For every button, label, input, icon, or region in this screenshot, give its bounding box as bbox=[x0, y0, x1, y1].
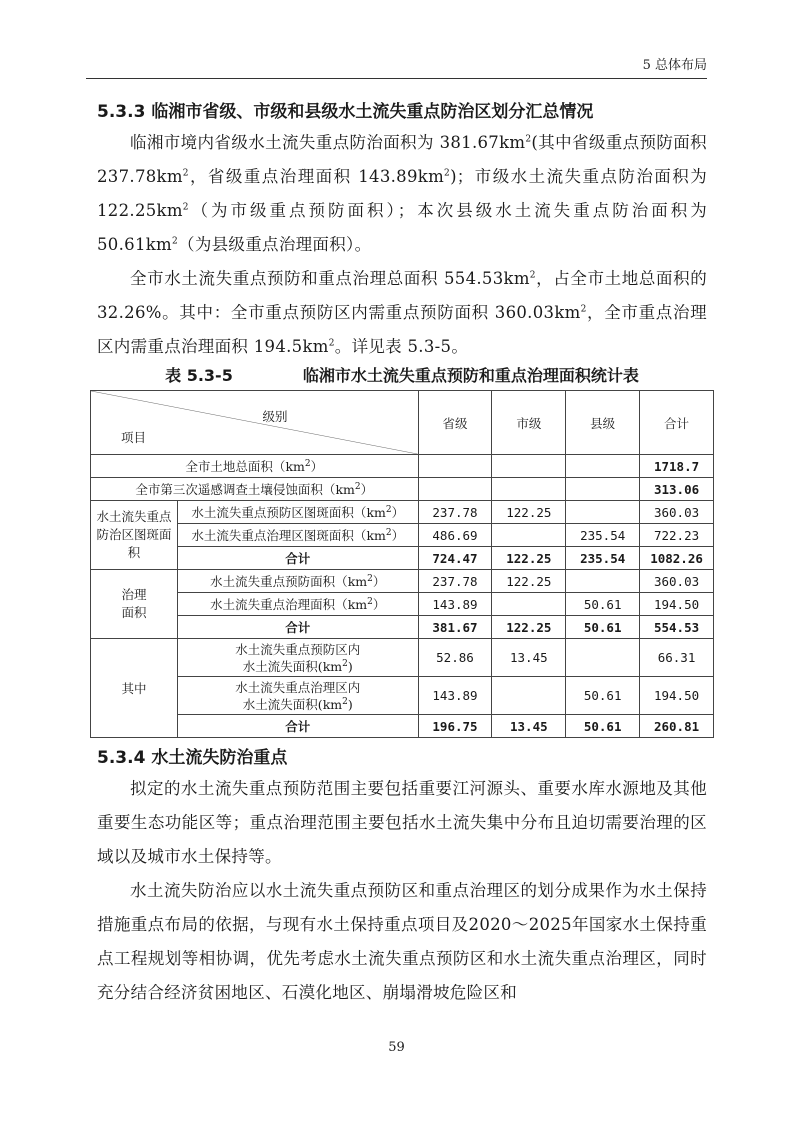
cell-municipal: 122.25 bbox=[492, 501, 566, 524]
header-diagonal-cell bbox=[91, 391, 419, 455]
cell-municipal bbox=[492, 524, 566, 547]
subtotal-label: 合计 bbox=[178, 547, 419, 570]
paragraph-prevention-priority: 水土流失防治应以水土流失重点预防区和重点治理区的划分成果作为水土保持措施重点布局的依据，与现有水土保持重点项目及2020～2025年国家水土保持重点工程规划等相协调，优先考虑水土流失重点预防区和水土流失重点治理区，同时充分结合经济贫困地区、石漠化地区、崩塌滑坡危险区和 bbox=[97, 881, 707, 1002]
cell-total: 66.31 bbox=[640, 639, 714, 677]
cell-total: 722.23 bbox=[640, 524, 714, 547]
row-label-erosion: 全市第三次遥感调查土壤侵蚀面积$(km^2)$ bbox=[91, 478, 419, 501]
group-label-among: 其中 bbox=[91, 639, 178, 738]
subtotal-label: 合计 bbox=[178, 616, 419, 639]
cell-provincial: 381.67 bbox=[418, 616, 492, 639]
area-statistics-table bbox=[90, 390, 714, 738]
cell-total: 554.53 bbox=[640, 616, 714, 639]
paragraph-provincial-summary: 临湘市境内省级水土流失重点防治面积为 $381.67km^2$(其中省级重点预防面积 $237.78km^2$，省级重点治理面积 $143.89km^2$)；市级水土流失重点防治面积为 $122.25km^2$（为市级重点预防面积）；本次县级水土流失重点防治面积为 $50.61km^2$（为县级重点治理面积）。 bbox=[97, 133, 707, 254]
cell-provincial: 724.47 bbox=[418, 547, 492, 570]
table-subtotal-row bbox=[91, 616, 714, 639]
header-county: 县级 bbox=[566, 391, 640, 455]
paragraph-prevention-scope: 拟定的水土流失重点预防范围主要包括重要江河源头、重要水库水源地及其他重要生态功能区等；重点治理范围主要包括水土流失集中分布且迫切需要治理的区域以及城市水土保持等。 bbox=[97, 779, 707, 866]
row-label: 水土流失重点预防面积$(km^2)$ bbox=[178, 570, 419, 593]
group-label-patch: 水土流失重点防治区图斑面积 bbox=[91, 501, 178, 570]
cell-provincial: 52.86 bbox=[418, 639, 492, 677]
row-label: 水土流失重点治理区图斑面积$(km^2)$ bbox=[178, 524, 419, 547]
row-label: 水土流失重点预防区内 水土流失面积$(km^2)$ bbox=[178, 639, 419, 677]
cell-municipal: 13.45 bbox=[492, 715, 566, 738]
header-municipal: 市级 bbox=[492, 391, 566, 455]
cell-provincial: 143.89 bbox=[418, 593, 492, 616]
cell-municipal bbox=[492, 677, 566, 715]
cell-municipal: 122.25 bbox=[492, 570, 566, 593]
cell-total: 360.03 bbox=[640, 501, 714, 524]
row-label: 水土流失重点治理区内 水土流失面积$(km^2)$ bbox=[178, 677, 419, 715]
cell-county bbox=[566, 501, 640, 524]
cell-total: 194.50 bbox=[640, 677, 714, 715]
cell-total: 1718.7 bbox=[640, 455, 714, 478]
cell-municipal: 13.45 bbox=[492, 639, 566, 677]
table-row bbox=[91, 639, 714, 677]
cell-county: 50.61 bbox=[566, 593, 640, 616]
cell-provincial: 237.78 bbox=[418, 570, 492, 593]
cell-municipal: 122.25 bbox=[492, 616, 566, 639]
cell-provincial: 237.78 bbox=[418, 501, 492, 524]
cell-county: 235.54 bbox=[566, 524, 640, 547]
row-label: 水土流失重点治理面积$(km^2)$ bbox=[178, 593, 419, 616]
header-total: 合计 bbox=[640, 391, 714, 455]
row-label-land-total: 全市土地总面积$(km^2)$ bbox=[91, 455, 419, 478]
cell-municipal: 122.25 bbox=[492, 547, 566, 570]
table-row bbox=[91, 455, 714, 478]
cell-county: 50.61 bbox=[566, 715, 640, 738]
table-row bbox=[91, 570, 714, 593]
group-label-treatment: 治理面积 bbox=[91, 570, 178, 639]
section-heading-5-3-4: 5.3.4 水土流失防治重点 bbox=[97, 748, 288, 768]
header-rule bbox=[86, 78, 707, 79]
table-caption bbox=[97, 364, 707, 388]
cell-provincial: 196.75 bbox=[418, 715, 492, 738]
subtotal-label: 合计 bbox=[178, 715, 419, 738]
table-caption-number: 表 5.3-5 bbox=[165, 366, 233, 385]
cell-total: 360.03 bbox=[640, 570, 714, 593]
cell-county bbox=[566, 639, 640, 677]
table-row bbox=[91, 478, 714, 501]
cell-total: 1082.26 bbox=[640, 547, 714, 570]
cell-provincial: 486.69 bbox=[418, 524, 492, 547]
cell-county bbox=[566, 570, 640, 593]
table-row bbox=[91, 593, 714, 616]
running-header: 5 总体布局 bbox=[642, 58, 707, 73]
cell-municipal bbox=[492, 593, 566, 616]
cell-county: 50.61 bbox=[566, 616, 640, 639]
section-heading-5-3-3: 5.3.3 临湘市省级、市级和县级水土流失重点防治区划分汇总情况 bbox=[97, 102, 594, 122]
table-row bbox=[91, 524, 714, 547]
page-content bbox=[97, 98, 707, 1010]
cell-total: 313.06 bbox=[640, 478, 714, 501]
paragraph-total-summary: 全市水土流失重点预防和重点治理总面积 $554.53km^2$，占全市土地总面积的 32.26%。其中：全市重点预防区内需重点预防面积 $360.03km^2$，全市重点治理区内需重点治理面积 $194.5km^2$。详见表 5.3-5。 bbox=[97, 269, 707, 356]
page-number: 59 bbox=[388, 1040, 405, 1055]
table-row bbox=[91, 677, 714, 715]
table-row bbox=[91, 501, 714, 524]
cell-total: 260.81 bbox=[640, 715, 714, 738]
table-header-row bbox=[91, 391, 714, 455]
cell-county: 235.54 bbox=[566, 547, 640, 570]
header-level: 级别 bbox=[262, 409, 288, 424]
cell-total: 194.50 bbox=[640, 593, 714, 616]
table-subtotal-row bbox=[91, 547, 714, 570]
cell-provincial: 143.89 bbox=[418, 677, 492, 715]
cell-county: 50.61 bbox=[566, 677, 640, 715]
table-subtotal-row bbox=[91, 715, 714, 738]
row-label: 水土流失重点预防区图斑面积$(km^2)$ bbox=[178, 501, 419, 524]
table-caption-title: 临湘市水土流失重点预防和重点治理面积统计表 bbox=[302, 366, 639, 385]
header-item: 项目 bbox=[121, 430, 147, 445]
header-provincial: 省级 bbox=[418, 391, 492, 455]
